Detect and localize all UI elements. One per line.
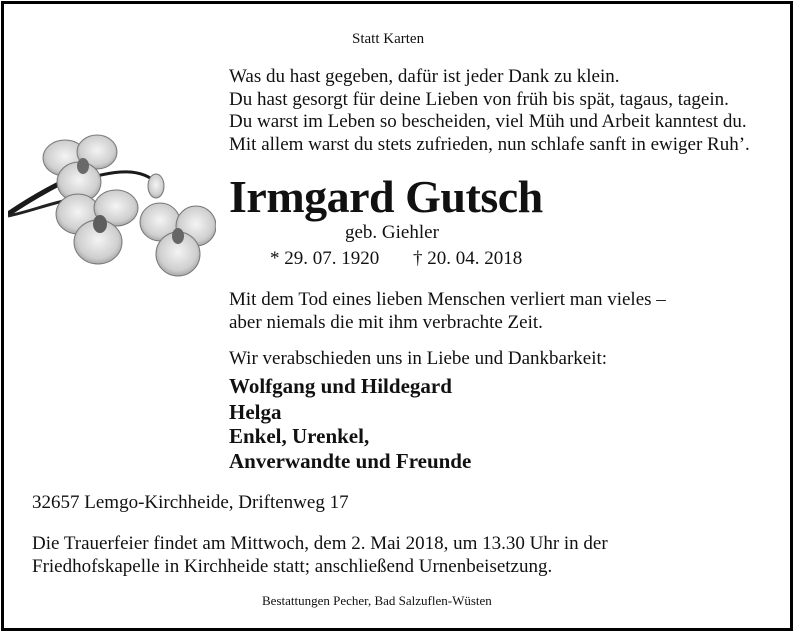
poem-line: Du hast gesorgt für deine Lieben von früh bis spät, tagaus, tagein.: [229, 88, 729, 110]
funeral-home: Bestattungen Pecher, Bad Salzuflen-Wüsten: [262, 593, 492, 608]
quote-line: Mit dem Tod eines lieben Menschen verliert man vieles –: [229, 289, 666, 310]
deceased-name: Irmgard Gutsch: [229, 171, 543, 222]
service-line: Die Trauerfeier findet am Mittwoch, dem 2. Mai 2018, um 13.30 Uhr in der: [32, 533, 608, 554]
farewell-intro: Wir verabschieden uns in Liebe und Dankbarkeit:: [229, 348, 608, 369]
maiden-name: geb. Giehler: [345, 222, 439, 243]
mourner-line: Anverwandte und Freunde: [229, 449, 472, 473]
death-date: † 20. 04. 2018: [413, 248, 523, 269]
address: 32657 Lemgo-Kirchheide, Driftenweg 17: [32, 492, 349, 513]
mourner-line: Enkel, Urenkel,: [229, 424, 370, 448]
mourner-line: Wolfgang und Hildegard: [229, 374, 452, 398]
quote-line: aber niemals die mit ihm verbrachte Zeit.: [229, 311, 543, 333]
poem-line: Mit allem warst du stets zufrieden, nun schlafe sanft in ewiger Ruh’.: [229, 133, 750, 155]
poem-line: Du warst im Leben so bescheiden, viel Müh und Arbeit kanntest du.: [229, 111, 747, 132]
header-statt-karten: Statt Karten: [352, 31, 425, 47]
orchid-flowers-icon: [8, 124, 216, 284]
birth-date: * 29. 07. 1920: [270, 248, 380, 269]
service-line: Friedhofskapelle in Kirchheide statt; anschließend Urnenbeisetzung.: [32, 555, 553, 577]
poem-line: Was du hast gegeben, dafür ist jeder Dank zu klein.: [229, 66, 620, 87]
mourner-line: Helga: [229, 400, 282, 424]
